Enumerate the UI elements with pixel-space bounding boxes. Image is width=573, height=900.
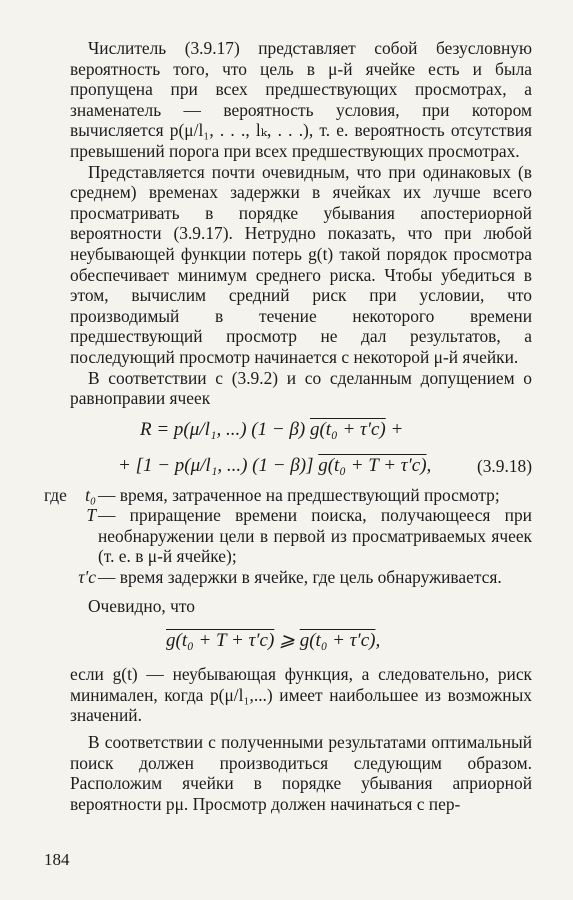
paragraph-7: В соответствии с полученными результатами оптимальный поиск должен производиться следующим образом. Расположим ячейки в порядке убывания априорной вероятности pμ. Просмотр должен начинаться с пер- <box>70 732 532 814</box>
paragraph-2: Представляется почти очевидным, что при одинаковых (в среднем) временах задержки в ячейках их лучше всего просматривать в порядке убывания апостериорной вероятности (3.9.17). Нетрудно показать, что при любой неубывающей функции потерь g(t) такой порядок просмотра обеспечивает минимум среднего риска. Чтобы убедиться в этом, вычислим средний риск при условии, что производимый в течение некоторого времени предшествующий просмотр не дал результатов, а последующий просмотр начинается с некоторой μ-й ячейки. <box>70 161 532 367</box>
definition-text: — время, затраченное на предшествующий просмотр; <box>98 484 500 505</box>
eq1-line1-overlined: g(t₀ + τ′c) <box>309 418 386 440</box>
definition-symbol: T <box>86 505 96 526</box>
paragraph-1: Числитель (3.9.17) представляет собой безусловную вероятность того, что цель в μ-й ячейке есть и была пропущена при всех предшествующих просмотрах, а знаменатель — вероятность условия, при котором вычисляется p(μ/l₁, . . ., lₖ, . . .), т. е. вероятность отсутствия превышений порога при всех предшествующих просмотрах. <box>70 38 532 161</box>
paragraph-6: если g(t) — неубывающая функция, а следовательно, риск минимален, когда p(μ/l₁,...) имеет наибольшее из возможных значений. <box>70 664 532 726</box>
equation-3-9-18 <box>70 417 532 479</box>
paragraph-obviously: Очевидно, что <box>88 595 195 616</box>
definition-row <box>70 567 532 588</box>
definition-text: — приращение времени поиска, получающееся при необнаружении цели в первой из просматриваемых ячеек (т. е. в μ-й ячейке); <box>98 505 532 567</box>
paragraph-3: В соответствии с (3.9.2) и со сделанным допущением о равноправии ячеек <box>70 367 532 409</box>
definition-row <box>70 505 532 567</box>
definition-row: где t₀ — время, затраченное на предшествующий просмотр; <box>70 485 532 506</box>
text-column <box>44 38 532 814</box>
inequality-end: , <box>375 630 381 652</box>
page-number: 184 <box>44 850 70 869</box>
eq1-line2-overlined: g(t₀ + T + τ′c) <box>318 454 427 476</box>
definition-symbol: t₀ <box>85 484 96 505</box>
definition-symbol: τ′c <box>78 567 96 588</box>
eq1-line2-part-a: + [1 − p(μ/l₁, ...) (1 − β)] <box>118 454 319 476</box>
eq1-line1-part-a: R = p(μ/l₁, ...) (1 − β) <box>140 418 310 440</box>
equation-line-2 <box>70 453 532 479</box>
eq1-line2-part-c: , <box>426 454 432 476</box>
definition-text: — время задержки в ячейке, где цель обнаруживается. <box>98 567 502 588</box>
equation-number: (3.9.18) <box>476 455 532 476</box>
eq1-line1-part-c: + <box>385 418 404 440</box>
definitions-list <box>44 484 532 588</box>
equation-line-1 <box>70 417 532 443</box>
inequality-relation: ⩾ <box>274 630 300 652</box>
inequality-left: g(t₀ + T + τ′c) <box>166 630 275 652</box>
inequality-right: g(t₀ + τ′c) <box>299 630 376 652</box>
inequality <box>70 628 532 654</box>
